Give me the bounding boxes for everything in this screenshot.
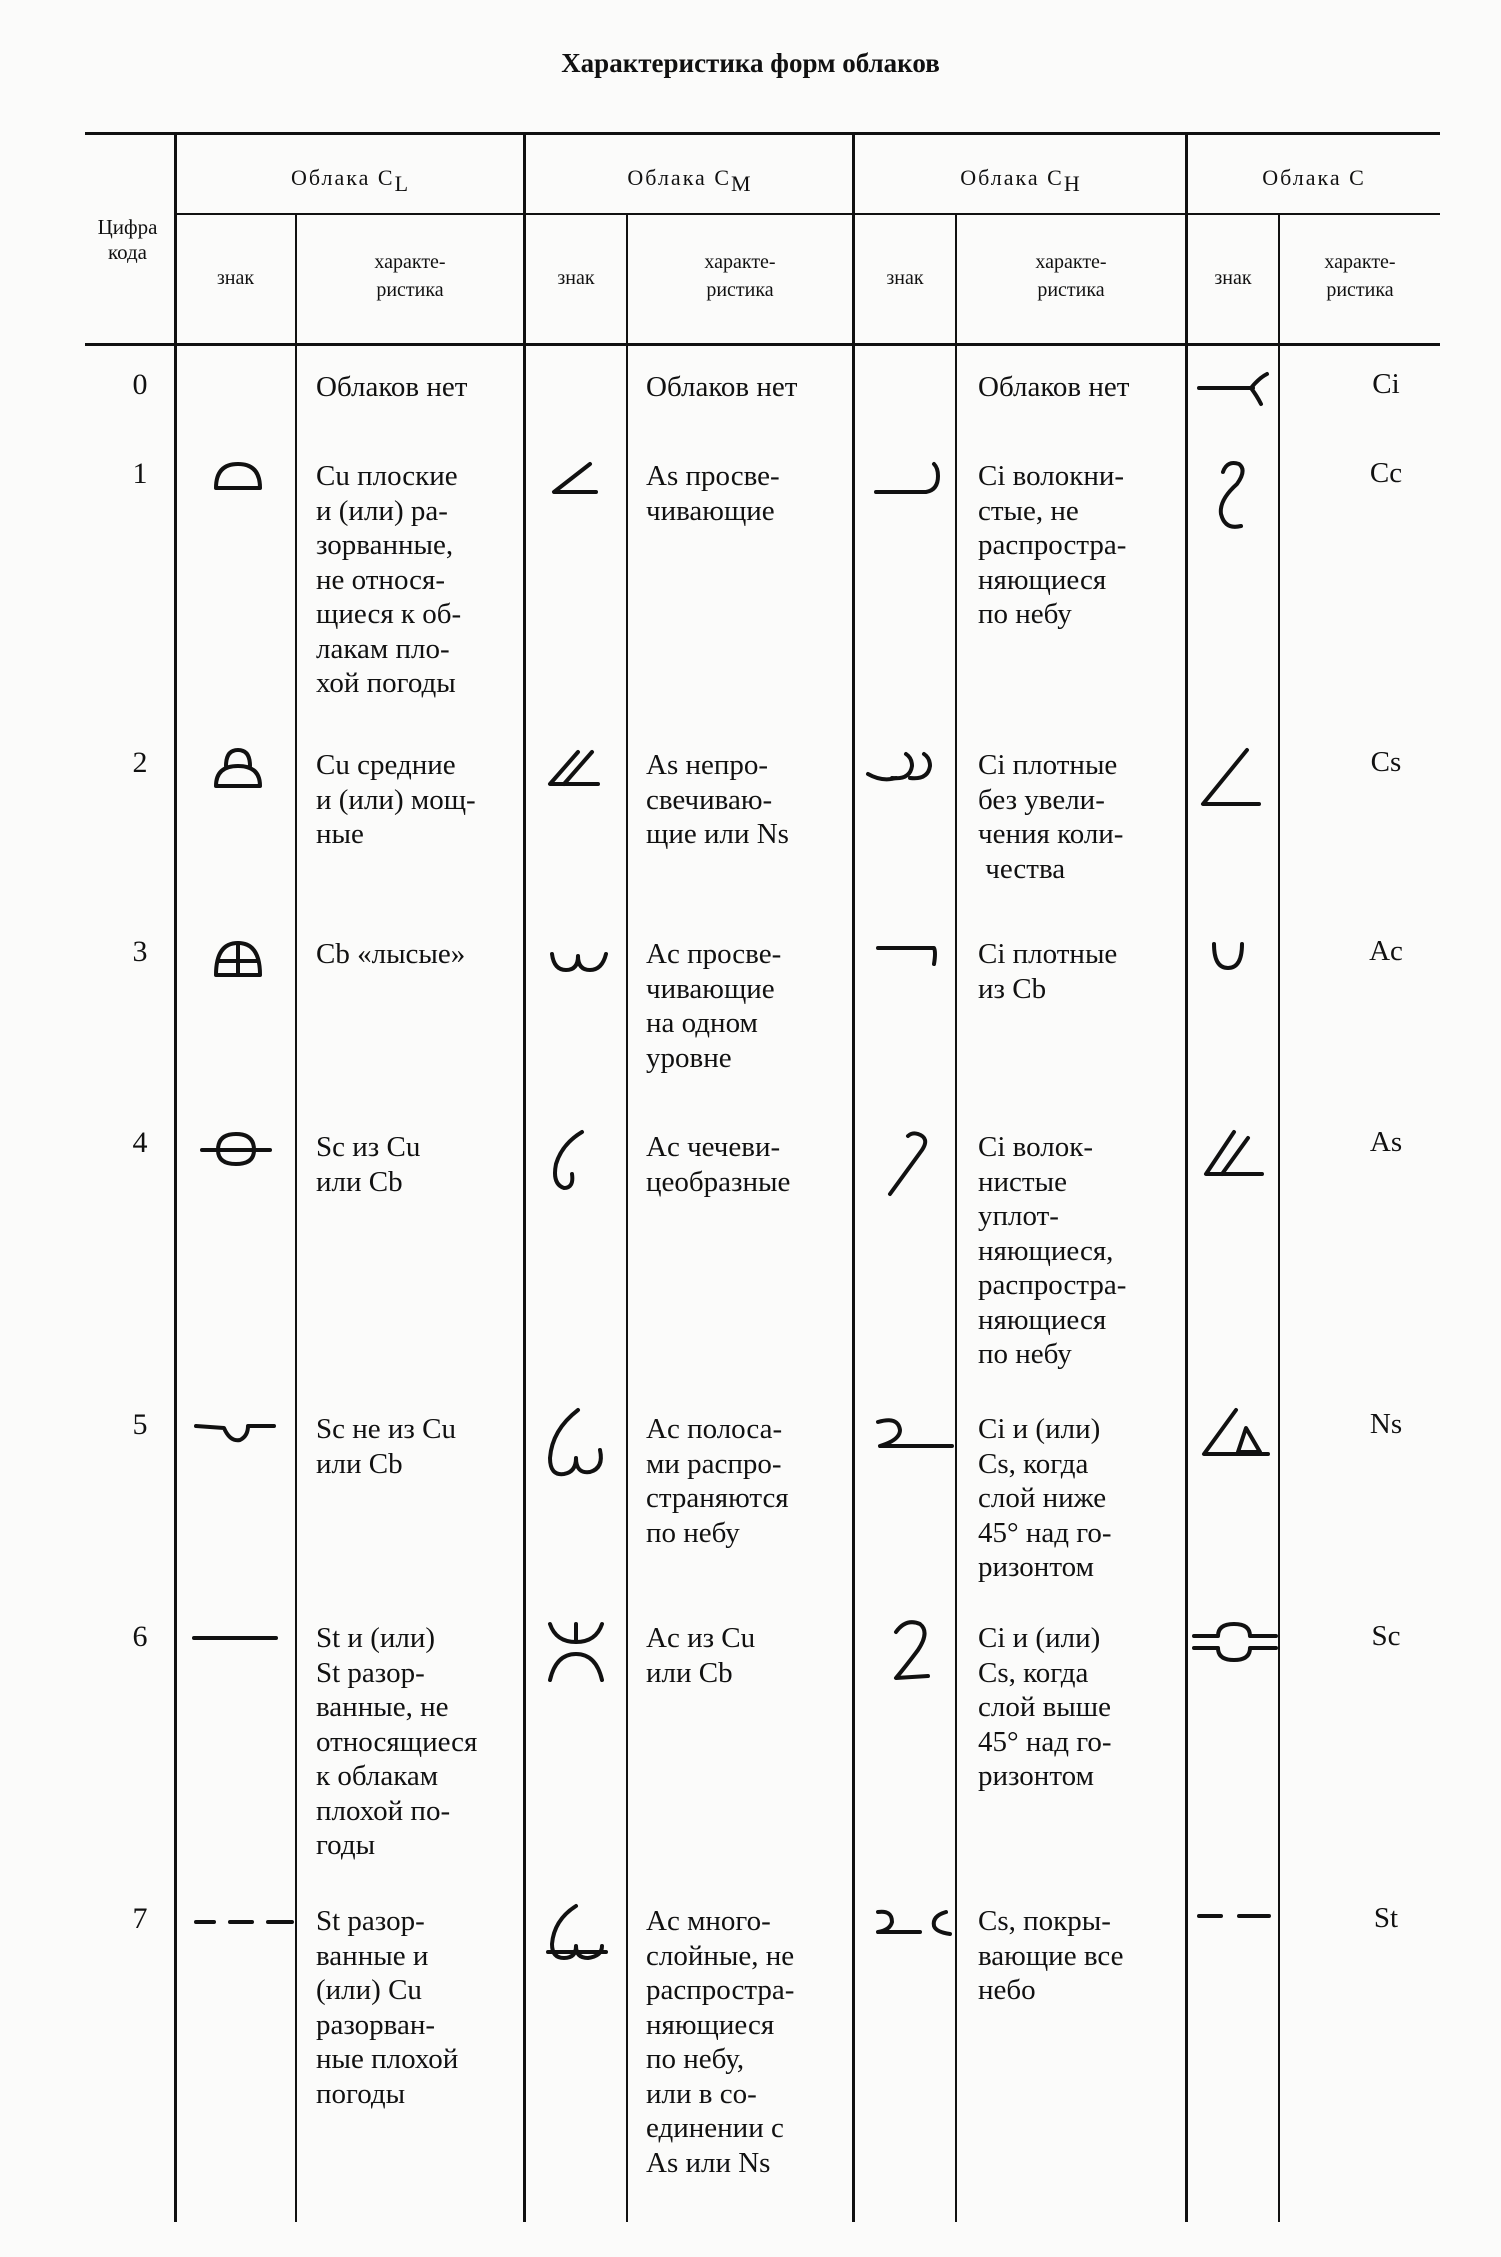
group-header-c: Облака C <box>1262 165 1366 190</box>
cl-description: Cu средние и (или) мощ- ные <box>316 749 476 850</box>
cm-description: As непро- свечиваю- щие или Ns <box>646 749 789 850</box>
column-divider <box>852 132 855 2222</box>
cm-description: Ac просве- чивающие на одном уровне <box>646 938 782 1074</box>
c-description: Ac <box>1369 935 1403 967</box>
row-code: 7 <box>132 1902 148 1935</box>
cirrus-uncinus-icon <box>880 1128 940 1198</box>
c-description: As <box>1369 1126 1403 1158</box>
cm-description: Ac полоса- ми распро- страняются по небу <box>646 1413 789 1549</box>
cirrocumulus-icon <box>1205 456 1255 536</box>
altocumulus-lenticularis-icon <box>546 1128 596 1198</box>
column-divider <box>1278 213 1280 2222</box>
altocumulus-translucidus-icon <box>546 940 616 980</box>
ch-description: Облаков нет <box>978 371 1130 403</box>
altocumulus-cumulogenitus-icon <box>542 1616 612 1686</box>
row-code: 1 <box>132 457 148 490</box>
cl-description: Sc из Cu или Cb <box>316 1131 421 1198</box>
cm-description: Ac чечеви- цеобразные <box>646 1131 791 1198</box>
group-header-ch: Облака $C_H$ <box>960 165 1080 196</box>
cirrostratus-low-icon <box>870 1410 960 1460</box>
altocumulus-duplicatus-icon <box>542 1900 612 1970</box>
description-column-header: характе- ристика <box>1035 251 1107 301</box>
cl-description: Облаков нет <box>316 371 468 403</box>
cl-description: St и (или) St разор- ванные, не относящиеся к облакам плохой по- годы <box>316 1622 478 1861</box>
cm-description: Ac из Cu или Cb <box>646 1622 756 1689</box>
cirrus-icon <box>1195 368 1275 408</box>
column-divider <box>523 132 526 2222</box>
row-code: 5 <box>132 1408 148 1441</box>
sign-column-header: знак <box>1214 267 1252 289</box>
stratocumulus-cumulogenitus-icon <box>196 1126 276 1176</box>
altocumulus-icon <box>1208 938 1248 978</box>
cl-description: Cu плоские и (или) ра- зорванные, не относя- щиеся к об- лакам пло- хой погоды <box>316 460 462 699</box>
table-top-rule <box>85 132 1440 135</box>
cirrostratus-nebulosus-icon <box>870 1902 960 1952</box>
group-header-cl: Облака $C_L$ <box>290 165 409 196</box>
c-description: Sc <box>1371 1620 1401 1652</box>
ch-description: Ci плотные из Cb <box>978 938 1118 1005</box>
stratocumulus-icon <box>1190 1618 1280 1668</box>
fractus-bad-weather-icon <box>192 1912 302 1932</box>
c-description: Ci <box>1372 368 1400 400</box>
row-code: 6 <box>132 1620 148 1653</box>
nimbostratus-icon <box>1198 1406 1278 1466</box>
group-header-cm: Облака $C_M$ <box>627 165 751 196</box>
description-column-header: характе- ристика <box>704 251 776 301</box>
cirrostratus-high-icon <box>888 1616 938 1686</box>
cm-description: Ac много- слойные, не распростра- няющиеся по небу, или в со- единении с As или Ns <box>646 1905 795 2179</box>
cl-description: Cb «лысые» <box>316 938 466 970</box>
stratus-icon <box>190 1628 280 1648</box>
c-description: Cs <box>1370 746 1402 778</box>
row-code: 2 <box>132 746 148 779</box>
code-column-header: Цифра кода <box>97 215 158 264</box>
cl-description: Sc не из Cu или Cb <box>316 1413 456 1480</box>
description-column-header: характе- ристика <box>1324 251 1396 301</box>
header-group-rule <box>175 213 1440 215</box>
cm-description: Облаков нет <box>646 371 798 403</box>
column-divider <box>626 213 628 2222</box>
cumulus-humilis-icon <box>208 458 268 498</box>
cumulus-mediocris-icon <box>208 746 268 796</box>
ch-description: Ci волок- нистые уплот- няющиеся, распростра- няющиеся по небу <box>978 1131 1127 1370</box>
row-code: 4 <box>132 1126 148 1159</box>
row-code: 0 <box>132 368 148 401</box>
ch-description: Ci и (или) Cs, когда слой ниже 45° над го- ризонтом <box>978 1413 1112 1583</box>
altostratus-translucidus-icon <box>546 458 606 508</box>
header-bottom-rule <box>85 343 1440 346</box>
sign-column-header: знак <box>557 267 595 289</box>
stratocumulus-icon <box>190 1412 280 1452</box>
cl-description: St разор- ванные и (или) Cu разорван- ные плохой погоды <box>316 1905 459 2110</box>
altostratus-opacus-icon <box>546 748 606 798</box>
ch-description: Ci и (или) Cs, когда слой выше 45° над го- ризонтом <box>978 1622 1112 1792</box>
c-description: Cc <box>1369 457 1403 489</box>
ch-description: Ci плотные без увели- чения коли- чества <box>978 749 1124 885</box>
row-code: 3 <box>132 935 148 968</box>
page-title: Характеристика форм облаков <box>561 48 940 78</box>
altostratus-icon <box>1200 1128 1270 1188</box>
cirrus-from-cb-icon <box>872 934 952 984</box>
cirrostratus-icon <box>1195 740 1265 820</box>
sign-column-header: знак <box>886 267 924 289</box>
column-divider <box>1185 132 1188 2222</box>
cirrus-fibratus-icon <box>872 458 952 508</box>
altocumulus-bands-icon <box>542 1406 612 1486</box>
ch-description: Ci волокни- стые, не распростра- няющиеся по небу <box>978 460 1127 630</box>
c-description: Ns <box>1369 1408 1403 1440</box>
column-divider <box>174 132 177 2222</box>
description-column-header: характе- ристика <box>374 251 446 301</box>
cirrus-spissatus-icon <box>862 744 942 794</box>
cumulonimbus-calvus-icon <box>208 935 268 985</box>
cm-description: As просве- чивающие <box>646 460 780 527</box>
stratus-icon <box>1195 1906 1275 1926</box>
c-description: St <box>1373 1902 1399 1934</box>
ch-description: Cs, покры- вающие все небо <box>978 1905 1124 2006</box>
sign-column-header: знак <box>216 267 255 289</box>
